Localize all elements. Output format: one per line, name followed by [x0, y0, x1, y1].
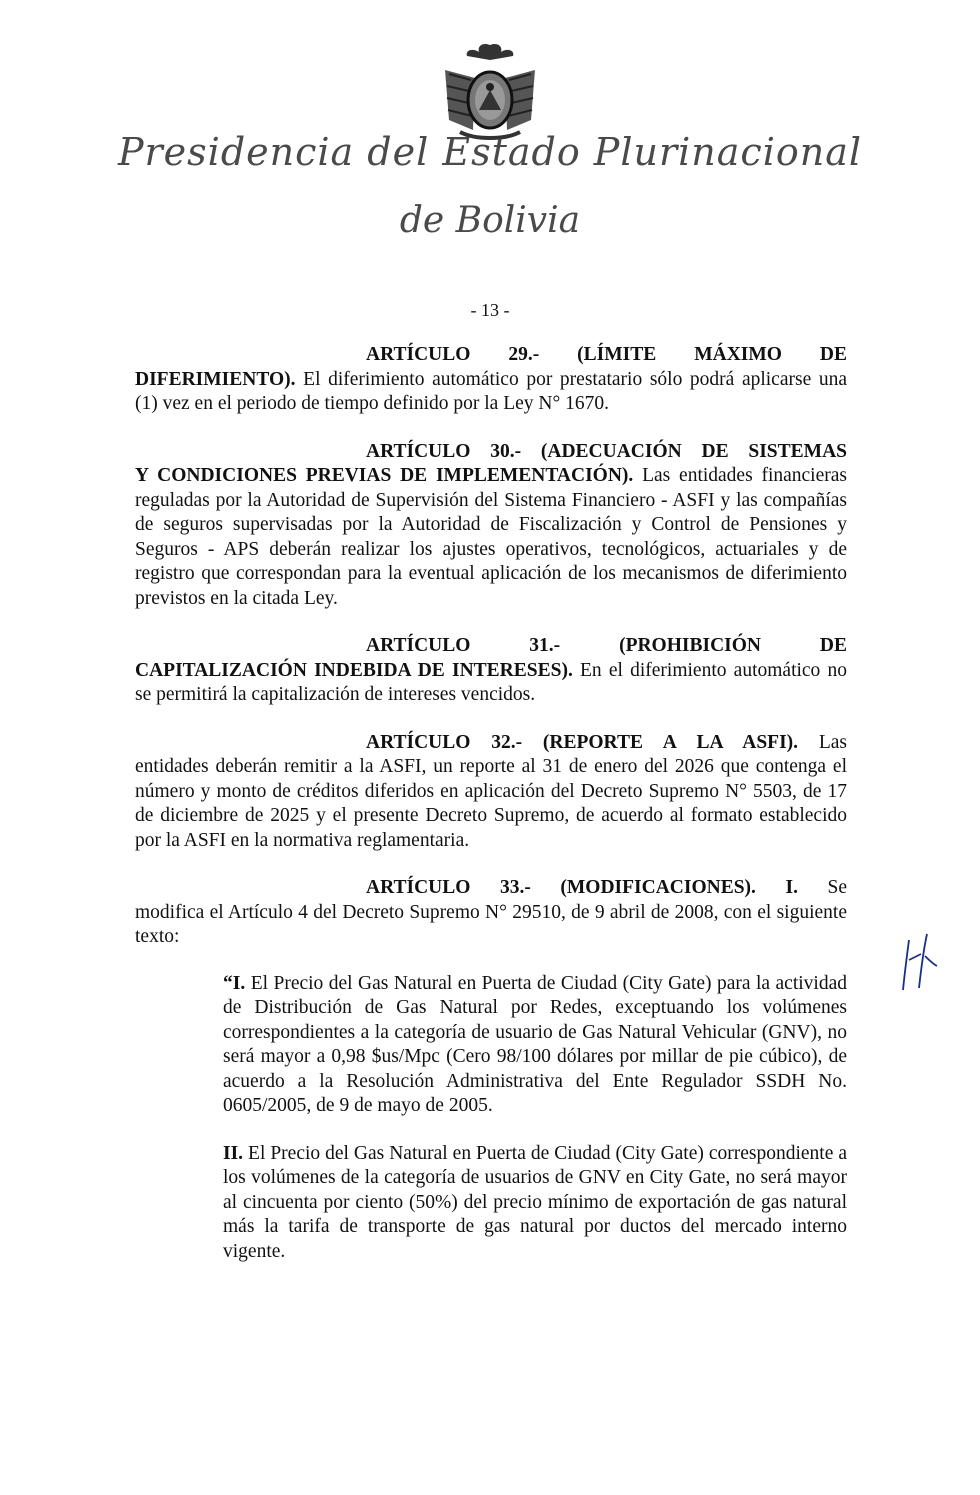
article-32: [135, 731, 847, 854]
quote-text: El Precio del Gas Natural en Puerta de Ciudad (City Gate) para la actividad de Distribución de Gas Natural por Redes, exceptuando los volúmenes correspondientes a la categoría de usuario de Gas Natural Vehicular (GNV), no será mayor a 0,98 $us/Mpc (Cero 98/100 dólares por millar de pie cúbico), de acuerdo a la Resolución Administrativa del Ente Regulador SSDH No. 0605/2005, de 9 de mayo de 2005.: [223, 972, 847, 1116]
quoted-paragraph-2: [223, 1142, 847, 1265]
article-heading-rest: CAPITALIZACIÓN INDEBIDA DE INTERESES).: [135, 659, 573, 681]
article-text: modifica el Artículo 4 del Decreto Supremo N° 29510, de 9 abril de 2008, con el siguiente texto:: [135, 901, 847, 947]
article-heading: ARTÍCULO 29.- (LÍMITE MÁXIMO DE: [366, 344, 847, 365]
article-heading-rest: Y CONDICIONES PREVIAS DE IMPLEMENTACIÓN).: [135, 465, 634, 486]
article-text: En el diferimiento automático no se permitirá la capitalización de intereses vencidos.: [135, 659, 847, 705]
handwritten-initials: [895, 930, 940, 995]
article-29: [135, 343, 847, 417]
article-heading-bold: ARTÍCULO 33.- (MODIFICACIONES). I.: [366, 877, 798, 898]
article-text: Las entidades financieras reguladas por la Autoridad de Supervisión del Sistema Financiero - ASFI y las compañías de seguros supervisadas por la Autoridad de Fiscalización y Control de Pensiones y Seguros - APS deberán realizar los ajustes operativos, tecnológicos, actuariales y de registro que correspondan para la eventual aplicación de los mecanismos de diferimiento previstos en la citada Ley.: [135, 465, 847, 609]
quote-label: “I.: [223, 972, 246, 994]
article-heading-tail: Se: [797, 877, 848, 898]
article-33: [135, 876, 847, 950]
article-heading: [135, 876, 847, 901]
article-31: [135, 634, 847, 708]
quoted-paragraph-1: [223, 972, 847, 1119]
article-heading-tail: Las: [798, 731, 848, 753]
page-number: - 13 -: [470, 300, 510, 320]
letterhead-title: Presidencia del Estado Plurinacional: [117, 130, 863, 174]
article-text: entidades deberán remitir a la ASFI, un reporte al 31 de enero del 2026 que contenga el número y monto de créditos diferidos en aplicación del Decreto Supremo N° 5503, de 17 de diciembre de 2025 y el presente Decreto Supremo, de acuerdo al formato establecido por la ASFI en la normativa reglamentaria.: [135, 756, 847, 851]
article-text: El diferimiento automático por prestatario sólo podrá aplicarse una (1) vez en el periodo de tiempo definido por la Ley N° 1670.: [135, 368, 847, 414]
letterhead-subtitle: de Bolivia: [399, 200, 581, 241]
article-heading-bold: ARTÍCULO 32.- (REPORTE A LA ASFI).: [366, 731, 799, 753]
quote-text: El Precio del Gas Natural en Puerta de Ciudad (City Gate) correspondiente a los volúmenes de la categoría de usuarios de GNV en City Gate, no será mayor al cincuenta por ciento (50%) del precio mínimo de exportación de gas natural más la tarifa de transporte de gas natural por ductos del mercado interno vigente.: [223, 1142, 847, 1262]
article-heading-rest: DIFERIMIENTO).: [135, 368, 296, 390]
document-body: [135, 343, 847, 1287]
article-heading: ARTÍCULO 30.- (ADECUACIÓN DE SISTEMAS: [366, 440, 847, 462]
article-30: [135, 440, 847, 612]
article-heading: ARTÍCULO 31.- (PROHIBICIÓN DE: [366, 635, 847, 656]
article-heading: [135, 731, 847, 756]
quote-label: II.: [223, 1142, 244, 1164]
